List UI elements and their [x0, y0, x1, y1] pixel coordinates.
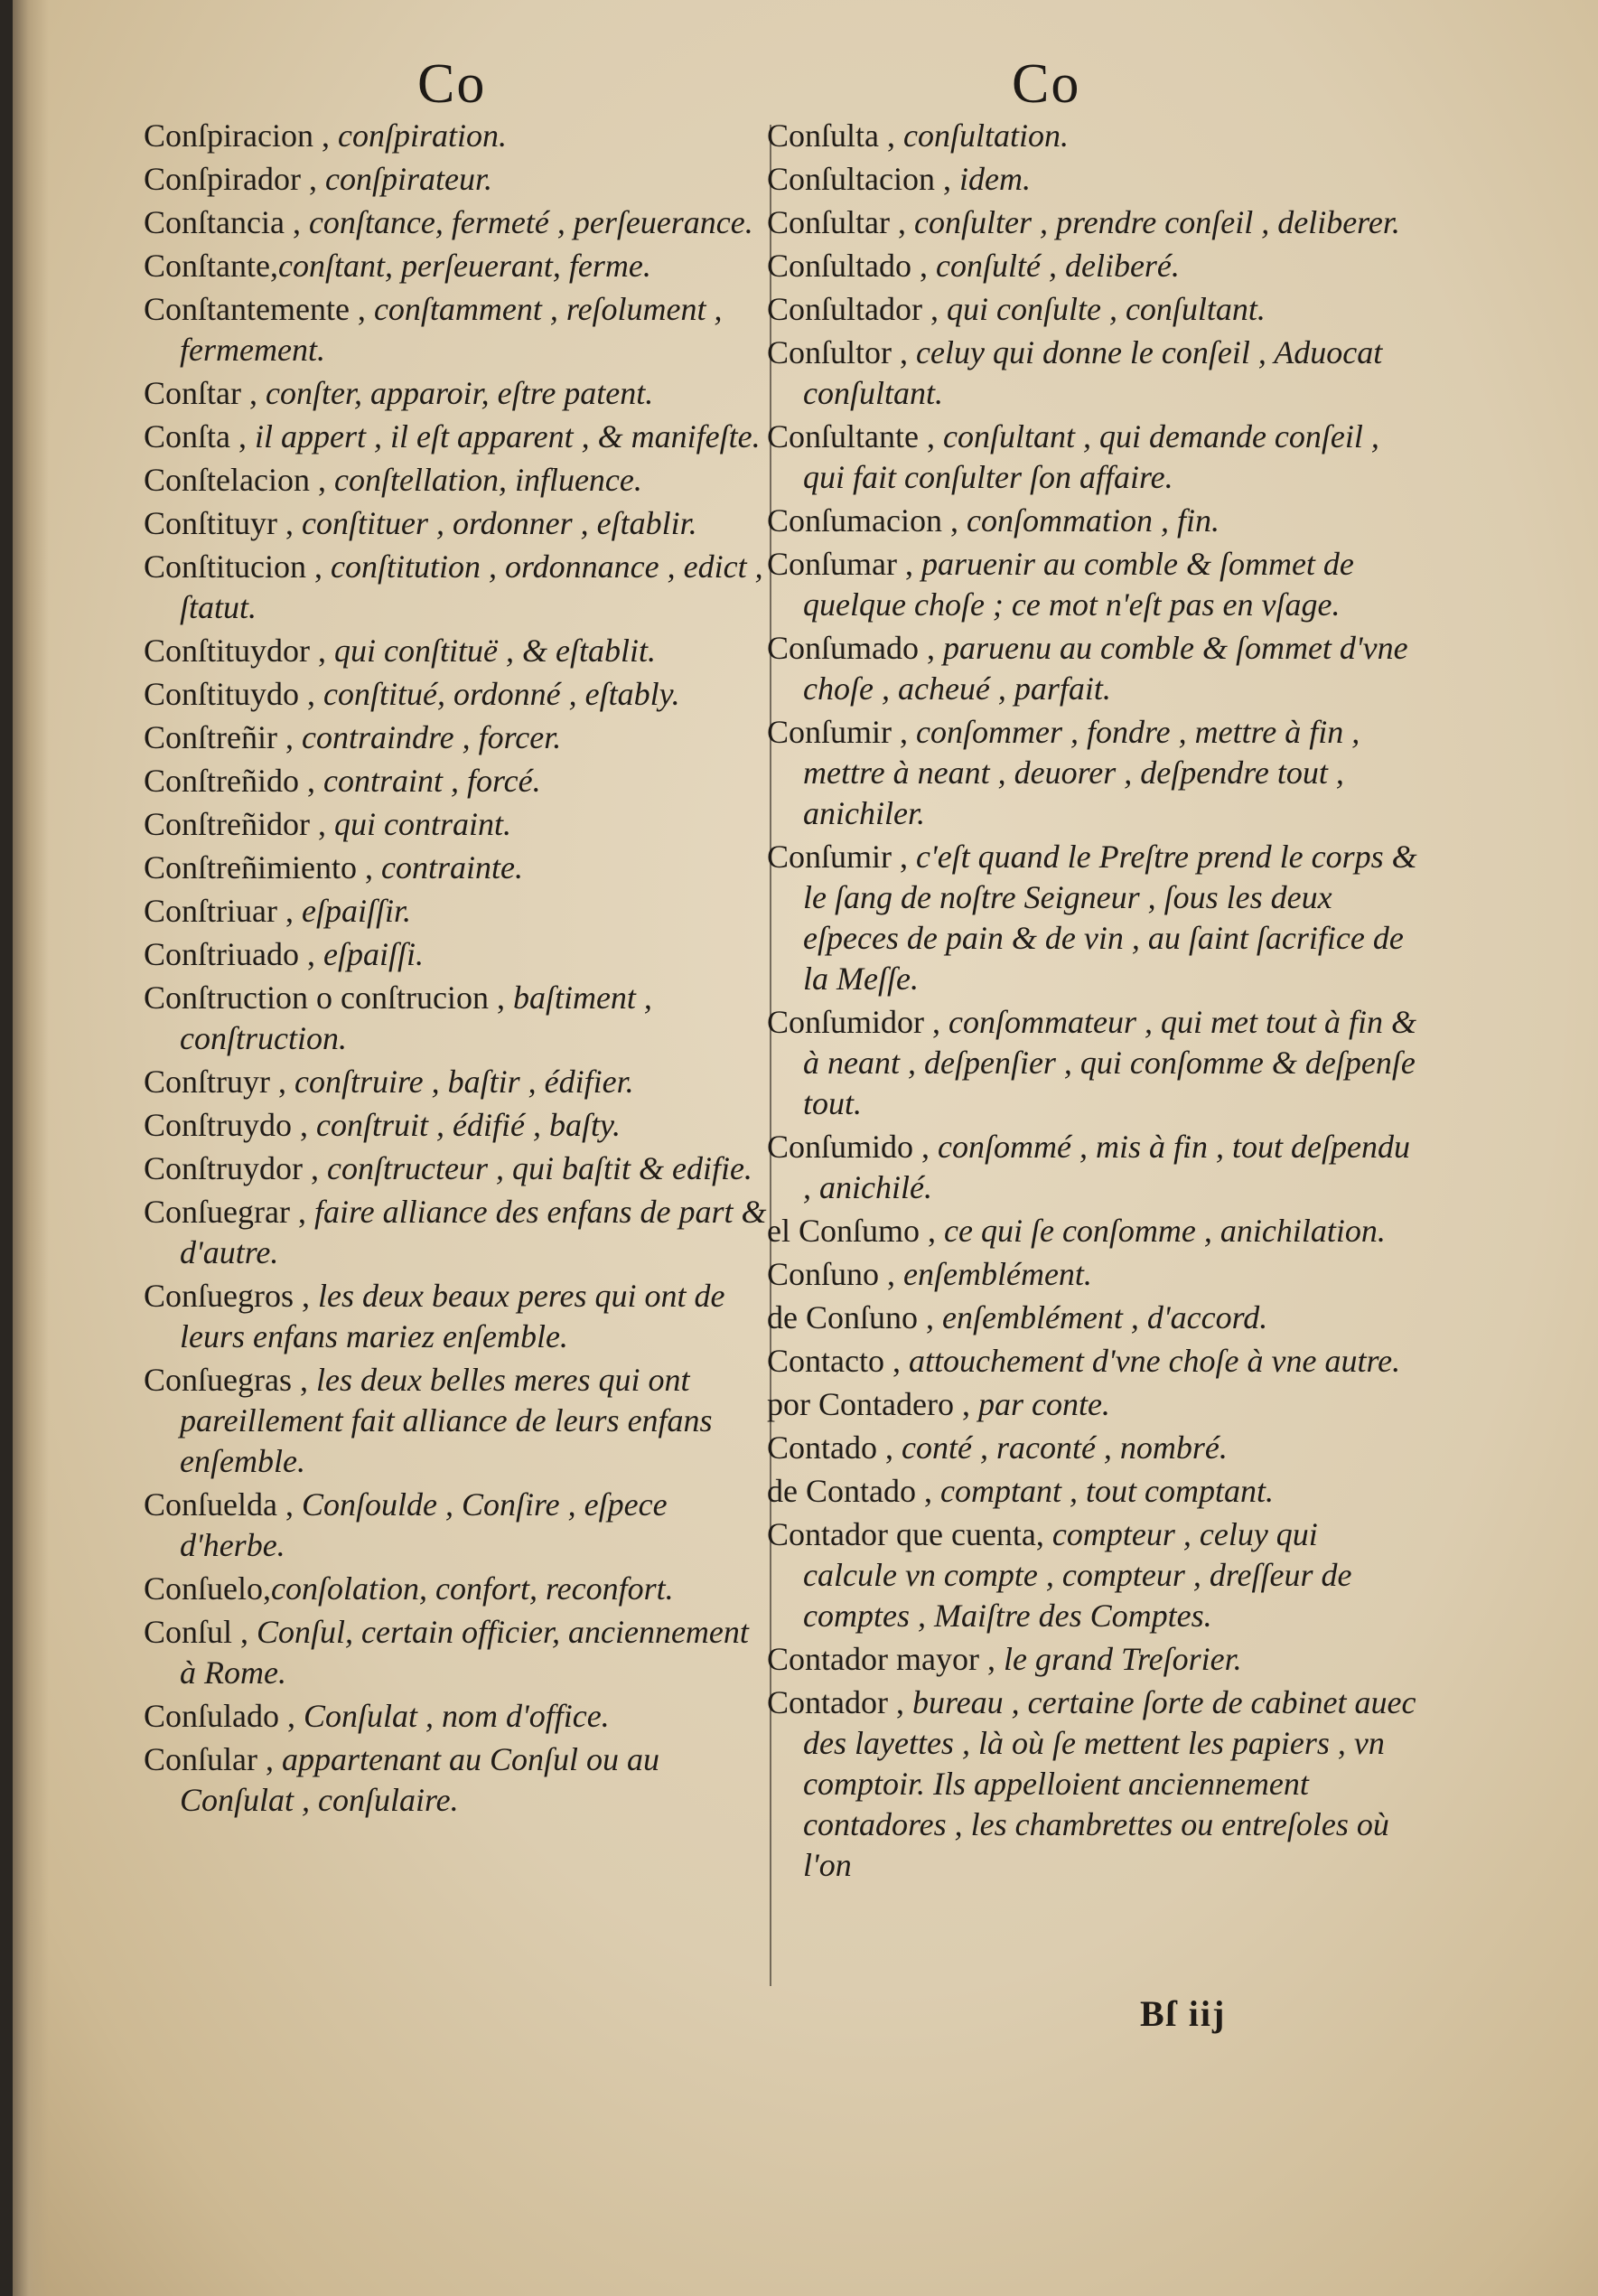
- entry-headword: Conſultante ,: [767, 418, 935, 455]
- entry-definition: celuy qui donne le conſeil , Aduocat conſultant.: [803, 334, 1383, 411]
- dictionary-entry: [144, 674, 767, 715]
- entry-headword: Conſta ,: [144, 418, 247, 455]
- entry-definition: conſpirateur.: [316, 161, 492, 197]
- entry-definition: conſommé , mis à fin , tout deſpendu , anichilé.: [803, 1129, 1410, 1205]
- entry-headword: Conſtelacion ,: [144, 462, 326, 498]
- entry-definition: eſpaiſſi.: [314, 936, 424, 972]
- dictionary-entry: [767, 1428, 1417, 1468]
- entry-headword: Conſumado ,: [767, 630, 935, 666]
- signature-mark: Bſ iij: [1140, 1993, 1227, 2034]
- entry-headword: de Contado ,: [767, 1473, 932, 1509]
- entry-definition: conſultation.: [895, 117, 1069, 154]
- entry-headword: Conſulado ,: [144, 1698, 295, 1734]
- entry-headword: Conſultacion ,: [767, 161, 951, 197]
- entry-headword: Conſultar ,: [767, 204, 906, 240]
- entry-definition: conſommer , fondre , mettre à fin , mettre à neant , deuorer , deſpendre tout , anichiler.: [803, 714, 1360, 831]
- entry-definition: attouchement d'vne choſe à vne autre.: [900, 1343, 1401, 1379]
- entry-headword: por Contadero ,: [767, 1386, 970, 1422]
- entry-definition: conſulter , prendre conſeil , deliberer.: [905, 204, 1400, 240]
- dictionary-entry: [144, 1696, 767, 1737]
- entry-headword: Conſtituyr ,: [144, 505, 294, 541]
- entry-headword: Conſuegras ,: [144, 1362, 308, 1398]
- dictionary-entry: [144, 159, 767, 200]
- entry-definition: les deux beaux peres qui ont de leurs enfans mariez enſemble.: [180, 1278, 725, 1354]
- entry-definition: conſulté , deliberé.: [928, 248, 1180, 284]
- entry-headword: Conſtar ,: [144, 375, 257, 411]
- entry-definition: baſtiment , conſtruction.: [180, 979, 652, 1056]
- dictionary-entry: [767, 333, 1417, 414]
- dictionary-entry: [144, 1569, 767, 1609]
- entry-headword: Conſpirador ,: [144, 161, 317, 197]
- dictionary-entry: [767, 1002, 1417, 1124]
- dictionary-page: [13, 0, 1598, 2296]
- dictionary-entry: [144, 1062, 767, 1102]
- entry-definition: conſultant , qui demande conſeil , qui fait conſulter ſon affaire.: [803, 418, 1379, 495]
- entry-headword: Conſtante,: [144, 248, 278, 284]
- dictionary-entry: [144, 1105, 767, 1146]
- dictionary-entry: [144, 547, 767, 628]
- entry-definition: conſpiration.: [329, 117, 507, 154]
- dictionary-entry: [767, 837, 1417, 999]
- dictionary-entry: [144, 717, 767, 758]
- dictionary-entry: [144, 761, 767, 801]
- entry-definition: Conſul, certain officier, anciennement à Rome.: [180, 1614, 749, 1691]
- dictionary-entry: [767, 202, 1417, 243]
- entry-definition: conſtitué, ordonné , eſtably.: [315, 676, 680, 712]
- entry-headword: Conſpiracion ,: [144, 117, 330, 154]
- entry-headword: Conſumido ,: [767, 1129, 930, 1165]
- entry-headword: Contado ,: [767, 1429, 893, 1466]
- entry-headword: Conſuelo,: [144, 1570, 271, 1607]
- entry-headword: Conſtituydo ,: [144, 676, 316, 712]
- entry-definition: enſemblément.: [895, 1256, 1092, 1292]
- entry-headword: Conſtruyr ,: [144, 1064, 286, 1100]
- entry-headword: Conſul ,: [144, 1614, 249, 1650]
- entry-definition: conſtituer , ordonner , eſtablir.: [294, 505, 697, 541]
- entry-definition: par conte.: [969, 1386, 1110, 1422]
- entry-headword: Conſtruction o conſtrucion ,: [144, 979, 505, 1016]
- entry-definition: qui conſulte , conſultant.: [938, 291, 1266, 327]
- entry-headword: Conſtancia ,: [144, 204, 301, 240]
- entry-definition: c'eſt quand le Preſtre prend le corps & le ſang de noſtre Seigneur , ſous les deux eſpeces de pain & de vin , au ſaint ſacrifice de la Meſſe.: [803, 839, 1417, 997]
- dictionary-entry: [144, 246, 767, 286]
- entry-definition: conſtruit , édifié , baſty.: [308, 1107, 621, 1143]
- entry-headword: Conſuegros ,: [144, 1278, 310, 1314]
- entry-definition: comptant , tout comptant.: [931, 1473, 1274, 1509]
- dictionary-entry: [767, 1682, 1417, 1886]
- dictionary-entry: [767, 289, 1417, 330]
- dictionary-entry: [144, 804, 767, 845]
- entry-headword: Contador ,: [767, 1684, 904, 1720]
- dictionary-entry: [767, 1639, 1417, 1680]
- entry-definition: les deux belles meres qui ont pareillement fait alliance de leurs enfans enſemble.: [180, 1362, 713, 1479]
- entry-headword: Contador que cuenta,: [767, 1516, 1044, 1552]
- entry-headword: Conſumidor ,: [767, 1004, 941, 1040]
- dictionary-entry: [767, 159, 1417, 200]
- entry-headword: Conſtriuado ,: [144, 936, 315, 972]
- dictionary-entry: [144, 202, 767, 243]
- dictionary-entry: [144, 417, 767, 457]
- entry-headword: Conſumar ,: [767, 546, 913, 582]
- entry-headword: el Conſumo ,: [767, 1213, 936, 1249]
- entry-definition: conſtance, fermeté , perſeuerance.: [300, 204, 753, 240]
- dictionary-entry: [144, 1276, 767, 1357]
- entry-headword: Contacto ,: [767, 1343, 901, 1379]
- entry-headword: Conſtituydor ,: [144, 633, 327, 669]
- entry-headword: Conſuelda ,: [144, 1486, 294, 1523]
- right-column-header: Co: [1012, 53, 1081, 115]
- dictionary-entry: [767, 1471, 1417, 1512]
- entry-headword: de Conſuno ,: [767, 1299, 934, 1335]
- entry-headword: Conſulta ,: [767, 117, 895, 154]
- dictionary-entry: [767, 1298, 1417, 1338]
- entry-definition: il appert , il eſt apparent , & manifeſte.: [247, 418, 761, 455]
- entry-definition: contraindre , forcer.: [293, 719, 562, 755]
- entry-definition: eſpaiſſir.: [293, 893, 411, 929]
- dictionary-entry: [144, 1612, 767, 1693]
- dictionary-entry: [767, 628, 1417, 709]
- entry-definition: paruenu au comble & ſommet d'vne choſe , acheué , parfait.: [803, 630, 1408, 707]
- dictionary-entry: [767, 246, 1417, 286]
- dictionary-entry: [144, 1485, 767, 1566]
- dictionary-entry: [767, 1211, 1417, 1251]
- entry-headword: Conſtriuar ,: [144, 893, 294, 929]
- dictionary-entry: [144, 289, 767, 370]
- dictionary-entry: [144, 1739, 767, 1821]
- entry-definition: contrainte.: [372, 849, 523, 886]
- entry-definition: conſtructeur , qui baſtit & edifie.: [319, 1150, 752, 1186]
- left-column-header: Co: [417, 53, 487, 115]
- dictionary-entry: [144, 934, 767, 975]
- entry-definition: conſommation , fin.: [958, 502, 1220, 539]
- entry-definition: bureau , certaine ſorte de cabinet auec des layettes , là où ſe mettent les papiers , vn comptoir. Ils appelloient anciennement contadores , les chambrettes ou entreſoles où l'on: [803, 1684, 1416, 1883]
- left-column: [144, 116, 767, 1823]
- entry-headword: Conſuno ,: [767, 1256, 896, 1292]
- dictionary-entry: [144, 116, 767, 156]
- entry-definition: faire alliance des enfans de part & d'autre.: [180, 1194, 767, 1270]
- entry-definition: compteur , celuy qui calcule vn compte , compteur , dreſſeur de comptes , Maiſtre des Comptes.: [803, 1516, 1352, 1634]
- dictionary-entry: [144, 1148, 767, 1189]
- dictionary-entry: [767, 712, 1417, 834]
- entry-headword: Conſtreñido ,: [144, 763, 315, 799]
- entry-definition: appartenant au Conſul ou au Conſulat , conſulaire.: [180, 1741, 659, 1818]
- dictionary-entry: [144, 460, 767, 501]
- entry-definition: Conſoulde , Conſire , eſpece d'herbe.: [180, 1486, 668, 1563]
- entry-definition: conſtitution , ordonnance , edict , ſtatut.: [180, 548, 763, 625]
- entry-definition: contraint , forcé.: [314, 763, 541, 799]
- entry-definition: conſommateur , qui met tout à fin & à neant , deſpenſier , qui conſomme & deſpenſe tout.: [803, 1004, 1416, 1121]
- entry-definition: ce qui ſe conſomme , anichilation.: [936, 1213, 1386, 1249]
- entry-headword: Conſuegrar ,: [144, 1194, 306, 1230]
- entry-definition: conſolation, confort, reconfort.: [271, 1570, 674, 1607]
- entry-headword: Conſumir ,: [767, 839, 909, 875]
- entry-headword: Conſumir ,: [767, 714, 909, 750]
- dictionary-entry: [767, 1254, 1417, 1295]
- entry-definition: enſemblément , d'accord.: [934, 1299, 1268, 1335]
- dictionary-entry: [767, 1341, 1417, 1382]
- dictionary-entry: [144, 978, 767, 1059]
- entry-definition: conſtruire , baſtir , édifier.: [286, 1064, 634, 1100]
- entry-headword: Conſtreñimiento ,: [144, 849, 373, 886]
- dictionary-entry: [144, 1192, 767, 1273]
- dictionary-entry: [144, 631, 767, 671]
- dictionary-entry: [144, 373, 767, 414]
- entry-definition: qui contraint.: [325, 806, 511, 842]
- dictionary-entry: [767, 501, 1417, 541]
- dictionary-entry: [144, 891, 767, 932]
- entry-headword: Contador mayor ,: [767, 1641, 995, 1677]
- dictionary-entry: [767, 544, 1417, 625]
- entry-headword: Conſumacion ,: [767, 502, 958, 539]
- entry-headword: Conſultado ,: [767, 248, 928, 284]
- entry-definition: conſtant, perſeuerant, ferme.: [277, 248, 651, 284]
- dictionary-entry: [144, 848, 767, 888]
- dictionary-entry: [767, 417, 1417, 498]
- entry-definition: le grand Treſorier.: [995, 1641, 1242, 1677]
- entry-definition: paruenir au comble & ſommet de quelque choſe ; ce mot n'eſt pas en vſage.: [803, 546, 1354, 623]
- entry-headword: Conſultor ,: [767, 334, 909, 370]
- dictionary-entry: [767, 116, 1417, 156]
- entry-headword: Conſtreñir ,: [144, 719, 294, 755]
- entry-headword: Conſtreñidor ,: [144, 806, 326, 842]
- entry-headword: Conſtruydo ,: [144, 1107, 309, 1143]
- entry-headword: Conſtantemente ,: [144, 291, 366, 327]
- dictionary-entry: [144, 503, 767, 544]
- entry-definition: conté , raconté , nombré.: [893, 1429, 1228, 1466]
- entry-definition: conſter, apparoir, eſtre patent.: [257, 375, 654, 411]
- entry-headword: Conſtruydor ,: [144, 1150, 319, 1186]
- entry-headword: Conſtitucion ,: [144, 548, 322, 585]
- entry-headword: Conſultador ,: [767, 291, 939, 327]
- entry-definition: Conſulat , nom d'office.: [295, 1698, 610, 1734]
- dictionary-entry: [144, 1360, 767, 1482]
- dictionary-entry: [767, 1514, 1417, 1636]
- entry-definition: conſtellation, influence.: [325, 462, 642, 498]
- entry-definition: qui conſtituë , & eſtablit.: [326, 633, 656, 669]
- entry-definition: idem.: [950, 161, 1031, 197]
- right-column: [767, 116, 1417, 1888]
- dictionary-entry: [767, 1384, 1417, 1425]
- dictionary-entry: [767, 1127, 1417, 1208]
- entry-headword: Conſular ,: [144, 1741, 274, 1777]
- entry-definition: conſtamment , reſolument , fermement.: [180, 291, 723, 368]
- binding-gutter: [13, 0, 49, 2296]
